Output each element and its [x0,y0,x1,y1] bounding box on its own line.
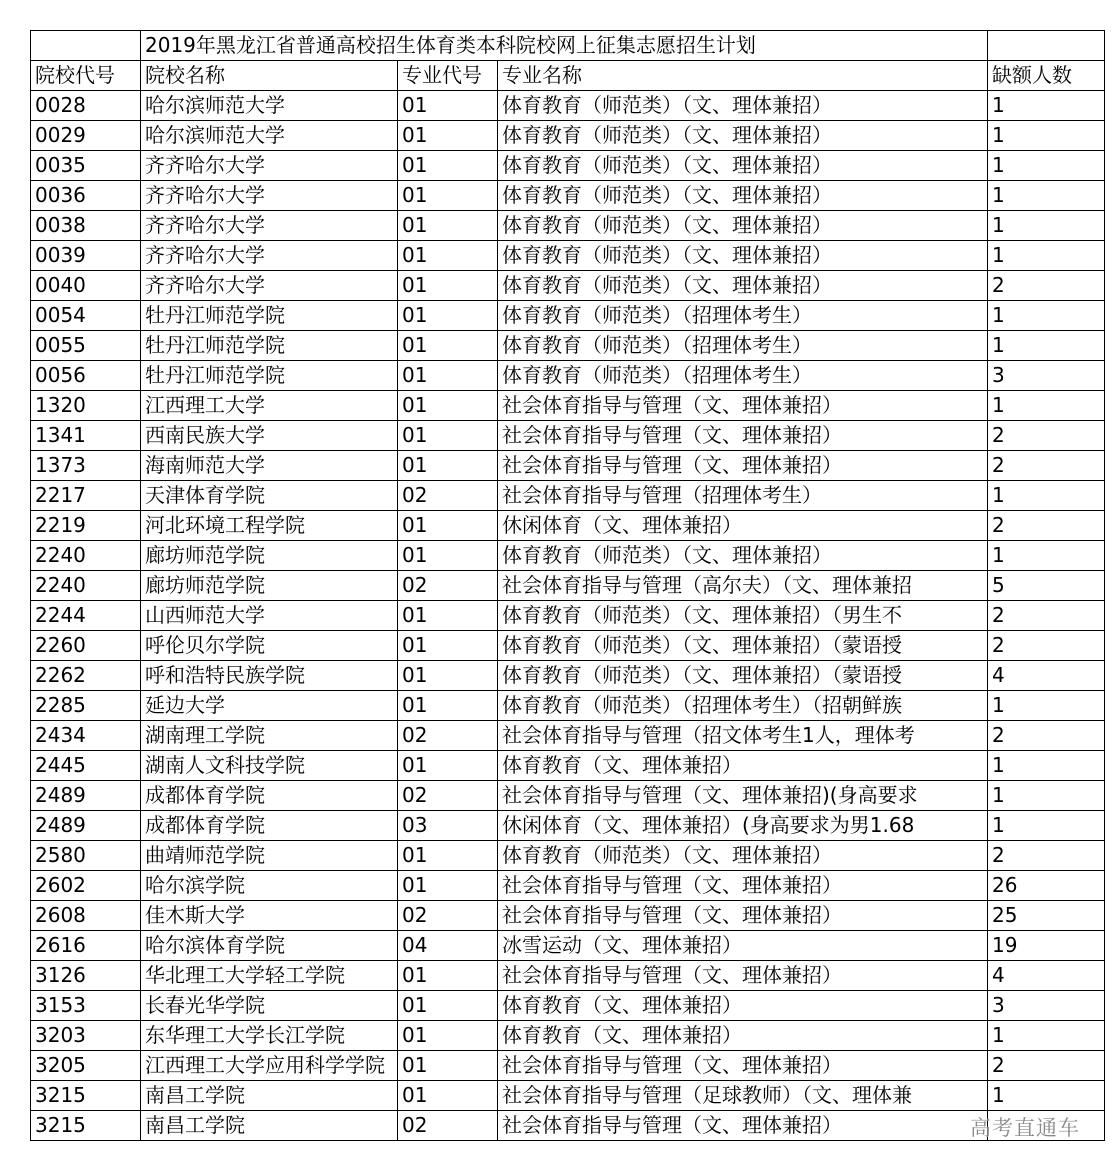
major-code-cell: 01 [398,1021,498,1051]
major-name-cell: 体育教育（文、理体兼招） [498,991,988,1021]
major-code-cell: 02 [398,1111,498,1141]
school-code-cell: 2489 [31,781,141,811]
table-row [31,691,1105,721]
header-major-name: 专业名称 [498,61,988,91]
school-name-cell: 天津体育学院 [141,481,398,511]
major-name-cell: 社会体育指导与管理（文、理体兼招)(身高要求 [498,781,988,811]
major-code-cell: 01 [398,601,498,631]
header-school-name: 院校名称 [141,61,398,91]
school-name-cell: 牡丹江师范学院 [141,301,398,331]
vacancies-cell: 1 [988,391,1105,421]
school-code-cell: 2219 [31,511,141,541]
school-name-cell: 延边大学 [141,691,398,721]
school-code-cell: 0056 [31,361,141,391]
major-name-cell: 体育教育（师范类）（招理体考生） [498,331,988,361]
school-code-cell: 3153 [31,991,141,1021]
table-row [31,151,1105,181]
header-major-code: 专业代号 [398,61,498,91]
table-row [31,1051,1105,1081]
school-code-cell: 3203 [31,1021,141,1051]
major-name-cell: 体育教育（师范类）（文、理体兼招） [498,151,988,181]
major-code-cell: 02 [398,721,498,751]
major-code-cell: 01 [398,121,498,151]
major-name-cell: 体育教育（师范类）（文、理体兼招） [498,841,988,871]
vacancies-cell: 1 [988,541,1105,571]
school-code-cell: 2602 [31,871,141,901]
school-code-cell: 0028 [31,91,141,121]
major-name-cell: 社会体育指导与管理（文、理体兼招） [498,391,988,421]
vacancies-cell: 2 [988,271,1105,301]
school-name-cell: 牡丹江师范学院 [141,331,398,361]
major-code-cell: 02 [398,901,498,931]
major-code-cell: 02 [398,781,498,811]
vacancies-cell: 1 [988,781,1105,811]
table-row [31,91,1105,121]
vacancies-cell: 1 [988,181,1105,211]
vacancies-cell: 1 [988,151,1105,181]
table-row [31,361,1105,391]
major-code-cell: 01 [398,1081,498,1111]
vacancies-cell: 2 [988,451,1105,481]
school-name-cell: 江西理工大学应用科学学院 [141,1051,398,1081]
school-name-cell: 哈尔滨师范大学 [141,121,398,151]
major-name-cell: 体育教育（师范类）（文、理体兼招）（蒙语授 [498,631,988,661]
school-code-cell: 2260 [31,631,141,661]
vacancies-cell: 1 [988,331,1105,361]
vacancies-cell: 1 [988,91,1105,121]
watermark: 高考直通车 [970,1116,1080,1140]
vacancies-cell: 1 [988,1021,1105,1051]
school-code-cell: 2434 [31,721,141,751]
table-title: 2019年黑龙江省普通高校招生体育类本科院校网上征集志愿招生计划 [141,31,988,61]
table-row [31,811,1105,841]
table-row [31,571,1105,601]
major-code-cell: 01 [398,361,498,391]
vacancies-cell: 3 [988,991,1105,1021]
school-name-cell: 南昌工学院 [141,1081,398,1111]
major-code-cell: 01 [398,871,498,901]
school-code-cell: 1373 [31,451,141,481]
school-code-cell: 0055 [31,331,141,361]
table-row [31,901,1105,931]
major-name-cell: 体育教育（师范类）（文、理体兼招） [498,211,988,241]
school-name-cell: 华北理工大学轻工学院 [141,961,398,991]
school-name-cell: 曲靖师范学院 [141,841,398,871]
vacancies-cell: 1 [988,121,1105,151]
major-name-cell: 社会体育指导与管理（文、理体兼招） [498,1111,988,1141]
school-name-cell: 齐齐哈尔大学 [141,151,398,181]
major-name-cell: 体育教育（师范类）（文、理体兼招） [498,241,988,271]
vacancies-cell: 1 [988,1081,1105,1111]
vacancies-cell: 2 [988,841,1105,871]
major-name-cell: 社会体育指导与管理（文、理体兼招） [498,871,988,901]
major-code-cell: 01 [398,331,498,361]
major-code-cell: 01 [398,301,498,331]
major-name-cell: 体育教育（师范类）（招理体考生） [498,301,988,331]
table-row [31,481,1105,511]
school-name-cell: 廊坊师范学院 [141,541,398,571]
vacancies-cell: 4 [988,961,1105,991]
school-code-cell: 1341 [31,421,141,451]
major-code-cell: 01 [398,961,498,991]
school-code-cell: 2608 [31,901,141,931]
vacancies-cell: 3 [988,361,1105,391]
school-name-cell: 齐齐哈尔大学 [141,181,398,211]
school-name-cell: 佳木斯大学 [141,901,398,931]
major-code-cell: 01 [398,151,498,181]
vacancies-cell: 25 [988,901,1105,931]
table-row [31,961,1105,991]
major-name-cell: 社会体育指导与管理（文、理体兼招） [498,1051,988,1081]
table-row [31,871,1105,901]
table-row [31,751,1105,781]
major-code-cell: 01 [398,1051,498,1081]
major-code-cell: 04 [398,931,498,961]
school-code-cell: 2262 [31,661,141,691]
major-code-cell: 01 [398,661,498,691]
major-code-cell: 01 [398,181,498,211]
vacancies-cell: 2 [988,421,1105,451]
major-code-cell: 01 [398,541,498,571]
major-name-cell: 体育教育（师范类）（招理体考生） [498,361,988,391]
table-row [31,391,1105,421]
major-name-cell: 社会体育指导与管理（文、理体兼招） [498,451,988,481]
major-code-cell: 01 [398,391,498,421]
school-name-cell: 湖南理工学院 [141,721,398,751]
school-code-cell: 2285 [31,691,141,721]
vacancies-cell: 5 [988,571,1105,601]
vacancies-cell: 26 [988,871,1105,901]
vacancies-cell: 1 [988,241,1105,271]
header-row [31,61,1105,91]
vacancies-cell: 1 [988,751,1105,781]
major-name-cell: 体育教育（师范类）（文、理体兼招） [498,541,988,571]
school-code-cell: 2616 [31,931,141,961]
school-code-cell: 2217 [31,481,141,511]
major-code-cell: 01 [398,631,498,661]
school-code-cell: 0036 [31,181,141,211]
school-code-cell: 2445 [31,751,141,781]
vacancies-cell: 1 [988,811,1105,841]
school-name-cell: 长春光华学院 [141,991,398,1021]
school-name-cell: 西南民族大学 [141,421,398,451]
major-code-cell: 01 [398,451,498,481]
major-code-cell: 01 [398,751,498,781]
major-code-cell: 01 [398,421,498,451]
school-name-cell: 哈尔滨师范大学 [141,91,398,121]
major-name-cell: 社会体育指导与管理（文、理体兼招） [498,901,988,931]
major-name-cell: 体育教育（师范类）（招理体考生）（招朝鲜族 [498,691,988,721]
table-row [31,451,1105,481]
major-code-cell: 01 [398,691,498,721]
school-name-cell: 海南师范大学 [141,451,398,481]
table-row [31,331,1105,361]
school-code-cell: 0040 [31,271,141,301]
school-name-cell: 哈尔滨体育学院 [141,931,398,961]
vacancies-cell: 1 [988,481,1105,511]
title-row [31,31,1105,61]
table-row [31,841,1105,871]
major-name-cell: 体育教育（文、理体兼招） [498,751,988,781]
major-name-cell: 社会体育指导与管理（文、理体兼招） [498,421,988,451]
table-row [31,241,1105,271]
school-code-cell: 3215 [31,1081,141,1111]
school-code-cell: 2580 [31,841,141,871]
school-code-cell: 2244 [31,601,141,631]
vacancies-cell: 1 [988,301,1105,331]
major-code-cell: 01 [398,991,498,1021]
header-school-code: 院校代号 [31,61,141,91]
school-code-cell: 2240 [31,541,141,571]
major-name-cell: 体育教育（师范类）（文、理体兼招） [498,271,988,301]
school-code-cell: 0039 [31,241,141,271]
school-code-cell: 0035 [31,151,141,181]
major-name-cell: 社会体育指导与管理（招文体考生1人，理体考 [498,721,988,751]
major-code-cell: 02 [398,481,498,511]
table-row [31,1111,1105,1141]
major-name-cell: 体育教育（师范类）（文、理体兼招）（蒙语授 [498,661,988,691]
major-code-cell: 01 [398,511,498,541]
table-row [31,1021,1105,1051]
table-row [31,541,1105,571]
table-row [31,211,1105,241]
vacancies-cell: 1 [988,211,1105,241]
school-name-cell: 齐齐哈尔大学 [141,271,398,301]
school-name-cell: 湖南人文科技学院 [141,751,398,781]
vacancies-cell: 1 [988,691,1105,721]
table-row [31,601,1105,631]
table-row [31,271,1105,301]
school-code-cell: 1320 [31,391,141,421]
table-row [31,301,1105,331]
vacancies-cell: 2 [988,631,1105,661]
school-name-cell: 廊坊师范学院 [141,571,398,601]
table-row [31,661,1105,691]
school-name-cell: 成都体育学院 [141,781,398,811]
table-row [31,631,1105,661]
major-code-cell: 01 [398,241,498,271]
major-name-cell: 社会体育指导与管理（招理体考生） [498,481,988,511]
school-name-cell: 东华理工大学长江学院 [141,1021,398,1051]
table-row [31,1081,1105,1111]
major-code-cell: 03 [398,811,498,841]
school-code-cell: 0038 [31,211,141,241]
major-name-cell: 休闲体育（文、理体兼招） [498,511,988,541]
school-name-cell: 河北环境工程学院 [141,511,398,541]
major-code-cell: 02 [398,571,498,601]
school-code-cell: 3215 [31,1111,141,1141]
vacancies-cell: 19 [988,931,1105,961]
table-row [31,931,1105,961]
table-row [31,421,1105,451]
table-row [31,121,1105,151]
enrollment-plan-table [30,30,1105,1141]
school-name-cell: 齐齐哈尔大学 [141,211,398,241]
major-name-cell: 社会体育指导与管理（文、理体兼招） [498,961,988,991]
vacancies-cell: 4 [988,661,1105,691]
major-code-cell: 01 [398,841,498,871]
school-name-cell: 呼伦贝尔学院 [141,631,398,661]
table-row [31,991,1105,1021]
school-code-cell: 3126 [31,961,141,991]
vacancies-cell: 2 [988,1051,1105,1081]
major-name-cell: 休闲体育（文、理体兼招）(身高要求为男1.68 [498,811,988,841]
major-code-cell: 01 [398,271,498,301]
major-name-cell: 社会体育指导与管理（足球教师）（文、理体兼 [498,1081,988,1111]
major-name-cell: 冰雪运动（文、理体兼招） [498,931,988,961]
vacancies-cell: 2 [988,601,1105,631]
major-name-cell: 社会体育指导与管理（高尔夫）（文、理体兼招 [498,571,988,601]
school-name-cell: 江西理工大学 [141,391,398,421]
school-name-cell: 哈尔滨学院 [141,871,398,901]
school-code-cell: 0054 [31,301,141,331]
table-row [31,781,1105,811]
major-name-cell: 体育教育（文、理体兼招） [498,1021,988,1051]
school-code-cell: 3205 [31,1051,141,1081]
school-name-cell: 齐齐哈尔大学 [141,241,398,271]
school-code-cell: 2489 [31,811,141,841]
table-row [31,511,1105,541]
major-name-cell: 体育教育（师范类）（文、理体兼招）（男生不 [498,601,988,631]
school-name-cell: 牡丹江师范学院 [141,361,398,391]
table-row [31,181,1105,211]
school-name-cell: 山西师范大学 [141,601,398,631]
school-name-cell: 呼和浩特民族学院 [141,661,398,691]
table-row [31,721,1105,751]
major-code-cell: 01 [398,211,498,241]
major-name-cell: 体育教育（师范类）（文、理体兼招） [498,181,988,211]
major-name-cell: 体育教育（师范类）（文、理体兼招） [498,91,988,121]
major-name-cell: 体育教育（师范类）（文、理体兼招） [498,121,988,151]
header-vacancies: 缺额人数 [988,61,1105,91]
school-name-cell: 南昌工学院 [141,1111,398,1141]
school-code-cell: 0029 [31,121,141,151]
major-code-cell: 01 [398,91,498,121]
vacancies-cell: 2 [988,511,1105,541]
school-code-cell: 2240 [31,571,141,601]
vacancies-cell: 2 [988,721,1105,751]
school-name-cell: 成都体育学院 [141,811,398,841]
